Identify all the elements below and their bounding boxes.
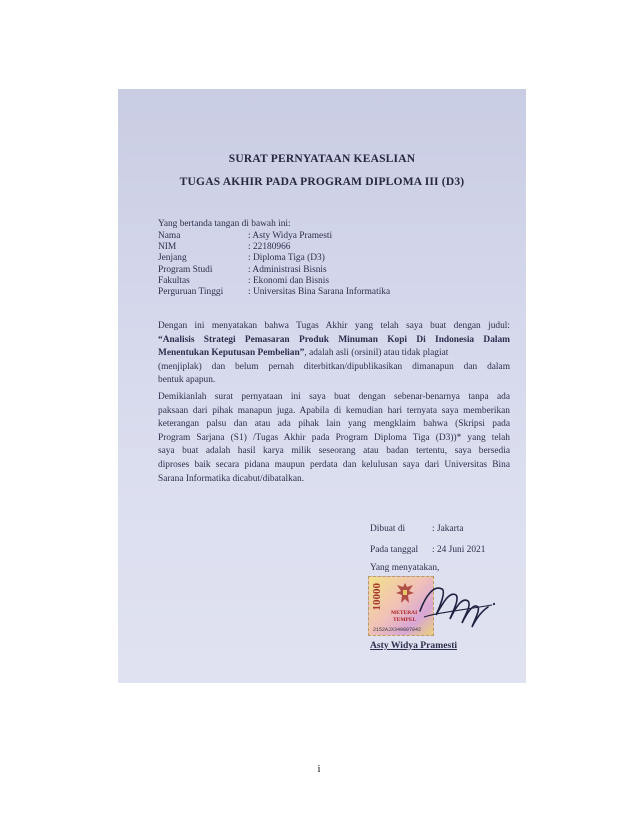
paragraph-line: (menjiplak) dan belum pernah diterbitkan/dipublikasikan dimanapun dan dalam <box>158 361 510 372</box>
field-value: : Universitas Bina Sarana Informatika <box>248 286 391 297</box>
date-value: : 24 Juni 2021 <box>432 545 486 555</box>
intro-text: Yang bertanda tangan di bawah ini: <box>158 219 291 229</box>
paragraph-line: keterangan palsu dan atau ada pihak lain yang mengklaim bahwa (Skripsi pada <box>158 419 510 430</box>
paragraph-line: Dengan ini menyatakan bahwa Tugas Akhir yang telah saya buat dengan judul: <box>158 321 510 331</box>
field-label: NIM <box>158 242 177 253</box>
stamp-value: 10000 <box>371 583 383 611</box>
paragraph-line: bentuk apapun. <box>158 375 216 386</box>
field-label: Nama <box>158 231 181 241</box>
paragraph-text: , adalah asli (orsinil) atau tidak plagiat <box>304 348 449 359</box>
field-label: Program Studi <box>158 264 213 275</box>
field-value: : Ekonomi dan Bisnis <box>248 275 329 286</box>
signer-name: Asty Widya Pramesti <box>370 640 458 651</box>
field-value: : Asty Widya Pramesti <box>248 231 333 241</box>
statement-text: Yang menyatakan, <box>370 563 440 573</box>
paragraph-line: Sarana Informatika dicabut/dibatalkan. <box>158 473 305 484</box>
field-value: : Administrasi Bisnis <box>248 264 327 275</box>
scanned-letter-photo <box>118 89 526 683</box>
paragraph-line: diproses baik secara pidana maupun perdata dan kelulusan saya dari Universitas Bina <box>158 459 510 470</box>
page-number: i <box>317 764 321 775</box>
handwritten-signature <box>416 577 498 637</box>
paragraph-line: Program Sarjana (S1) /Tugas Akhir pada Program Diploma Tiga (D3))* yang telah <box>158 432 510 443</box>
paragraph-line: paksaan dari pihak manapun juga. Apabila di kemudian hari ternyata saya memberikan <box>158 405 510 416</box>
field-value: : Diploma Tiga (D3) <box>248 253 325 264</box>
place-value: : Jakarta <box>432 524 464 534</box>
thesis-title-end: Menentukan Keputusan Pembelian” <box>158 348 305 359</box>
garuda-emblem-icon <box>395 581 415 607</box>
field-value: : 22180966 <box>248 242 291 253</box>
field-label: Jenjang <box>158 253 187 264</box>
field-label: Perguruan Tinggi <box>158 286 224 297</box>
date-label: Pada tanggal <box>370 545 419 555</box>
stamp-serial: 2152AJX349007042 <box>373 627 422 633</box>
stamp-label: TEMPEL <box>393 617 417 623</box>
declaration-paragraph <box>158 320 510 388</box>
paragraph-line <box>158 347 510 361</box>
letter-title: SURAT PERNYATAAN KEASLIAN <box>228 153 416 165</box>
date-row <box>370 545 486 555</box>
letter-subtitle: TUGAS AKHIR PADA PROGRAM DIPLOMA III (D3) <box>179 176 465 188</box>
paragraph-line: saya buat adalah hasil karya milik seseorang atau badan tertentu, saya bersedia <box>158 446 510 457</box>
closing-paragraph <box>158 391 510 486</box>
stamp-label: METERAI <box>391 610 418 616</box>
field-label: Fakultas <box>158 275 190 286</box>
paragraph-line: Demikianlah surat pernyataan ini saya buat dengan sebenar-benarnya tanpa ada <box>158 392 510 402</box>
thesis-title-line: “Analisis Strategi Pemasaran Produk Minuman Kopi Di Indonesia Dalam <box>158 334 510 345</box>
place-label: Dibuat di <box>370 524 406 534</box>
place-row <box>370 524 464 534</box>
